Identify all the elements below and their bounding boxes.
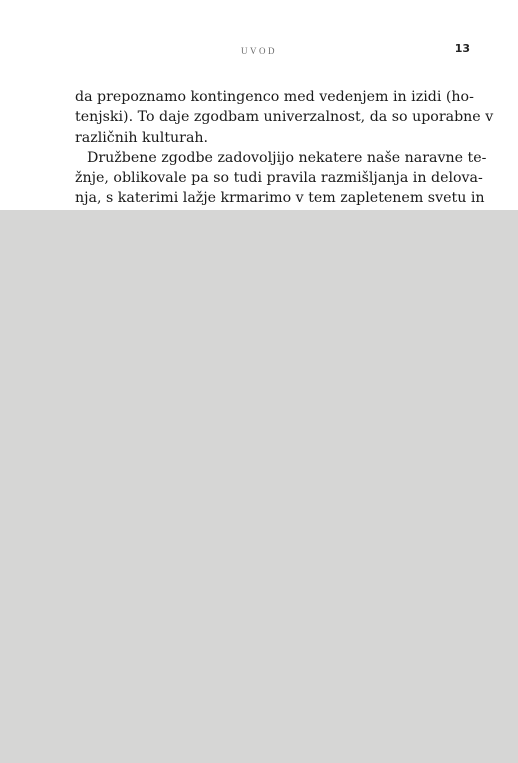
text-line: tenjski). To daje zgodbam univerzalnost, da so uporabne v xyxy=(75,109,494,126)
visible-page-region xyxy=(0,0,518,210)
text-line: Družbene zgodbe zadovoljijo nekatere naše naravne te- xyxy=(87,149,487,166)
text-line: nja, s katerimi lažje krmarimo v tem zapletenem svetu in xyxy=(75,190,485,207)
body-text xyxy=(75,87,494,229)
running-head: UVOD xyxy=(241,46,277,56)
unrendered-page-area xyxy=(0,210,518,763)
text-line: žnje, oblikovale pa so tudi pravila razmišljanja in delova- xyxy=(75,170,483,187)
page-number: 13 xyxy=(454,42,470,55)
text-line: da prepoznamo kontingenco med vedenjem in izidi (ho- xyxy=(75,89,474,105)
text-line: različnih kulturah. xyxy=(75,129,209,146)
